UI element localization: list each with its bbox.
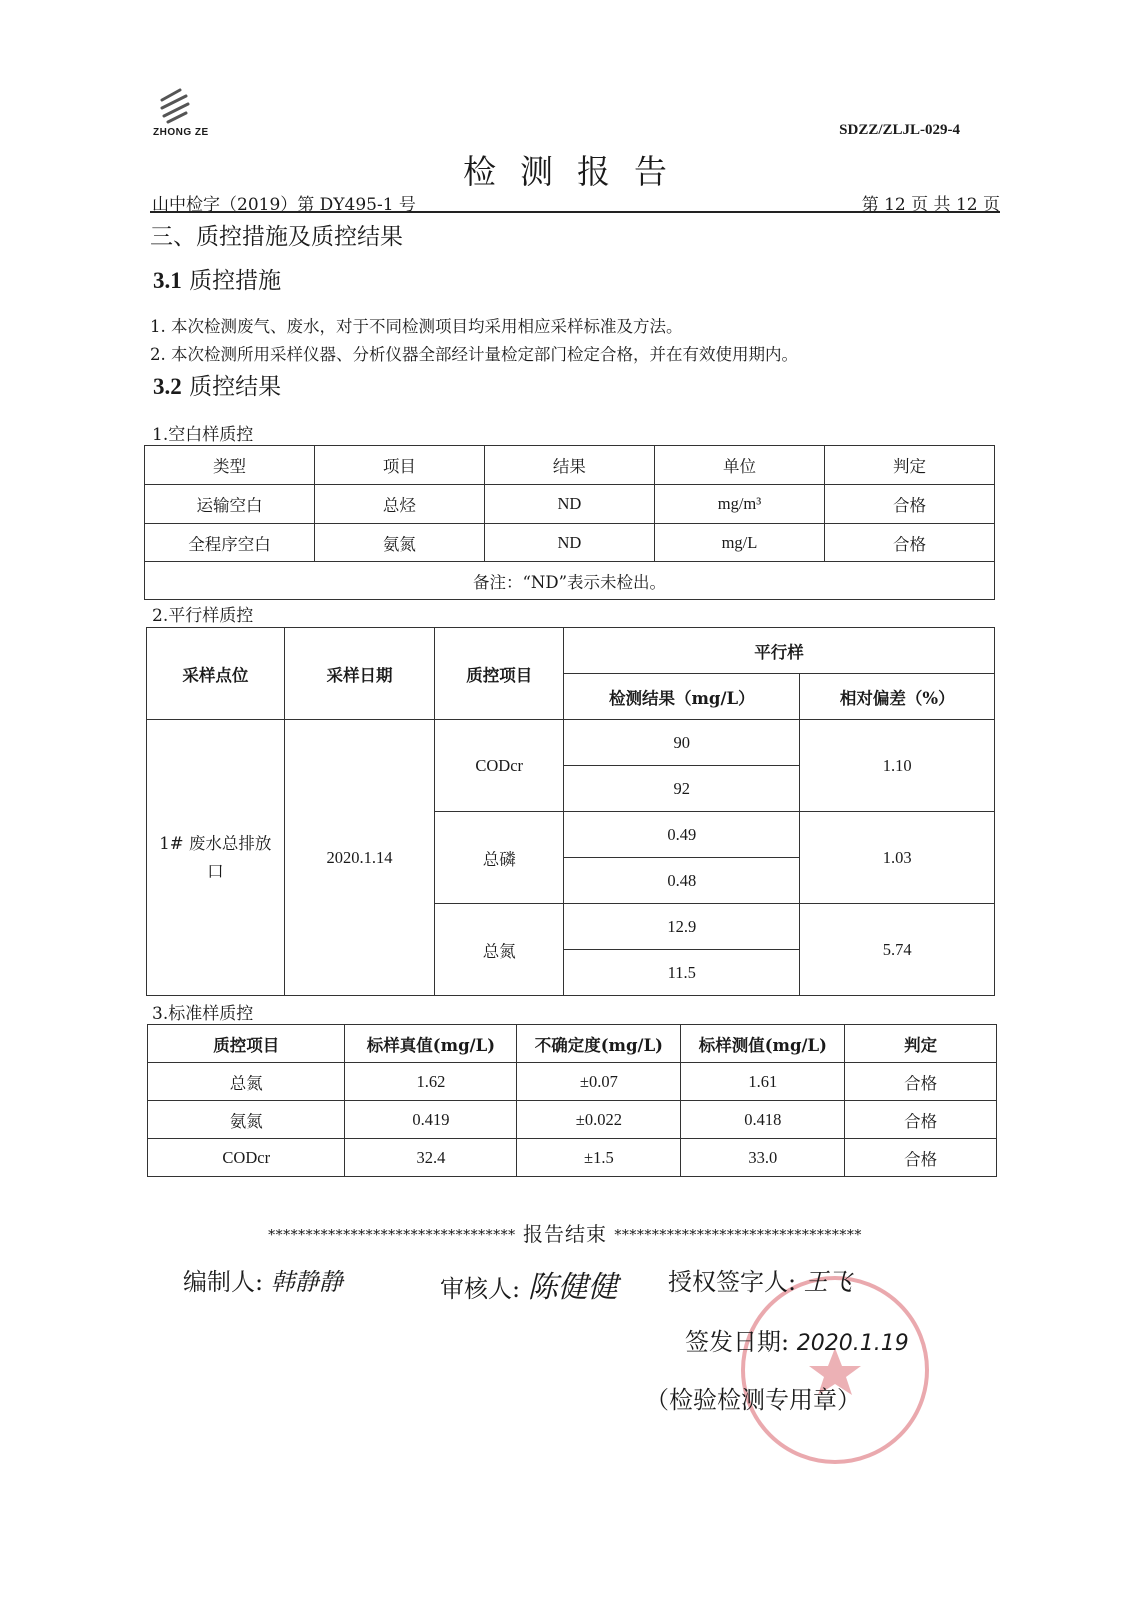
table-row: [145, 485, 995, 524]
qc-item: 总氮: [435, 904, 564, 996]
table-header: 质控项目: [148, 1025, 345, 1063]
qc-item: 总磷: [435, 812, 564, 904]
table-header: 标样测值(mg/L): [681, 1025, 845, 1063]
parallel-qc-table: [146, 627, 995, 996]
table-header: 检测结果（mg/L）: [564, 674, 800, 720]
end-stars-right: *********************************: [614, 1227, 862, 1244]
table-cell: 0.49: [564, 812, 800, 858]
table-note: 备注：“ND”表示未检出。: [145, 562, 995, 600]
table-cell: 合格: [845, 1101, 997, 1139]
table-header: 结果: [484, 446, 654, 485]
signer-label: 授权签字人:: [668, 1268, 797, 1296]
table-cell: 运输空白: [145, 485, 315, 524]
subsection-title: 质控措施: [189, 268, 282, 294]
table-row: [148, 1063, 997, 1101]
table-header: 类型: [145, 446, 315, 485]
issue-date-field: [685, 1322, 909, 1357]
table-cell: 90: [564, 720, 800, 766]
table-row: [145, 524, 995, 562]
seal-caption: （检验检测专用章）: [645, 1386, 861, 1414]
table-cell: 12.9: [564, 904, 800, 950]
measure-item-2: 2. 本次检测所用采样仪器、分析仪器全部经计量检定部门检定合格，并在有效使用期内。: [150, 345, 798, 364]
subsection-title: 质控结果: [189, 374, 282, 400]
sampling-date: 2020.1.14: [284, 720, 435, 996]
end-stars-left: *********************************: [268, 1227, 516, 1244]
table-header: 判定: [825, 446, 995, 485]
sampling-point: 1# 废水总排放口: [147, 720, 285, 996]
table-header: 相对偏差（%）: [800, 674, 995, 720]
report-end-text: 报告结束: [523, 1222, 607, 1246]
table-cell: 0.48: [564, 858, 800, 904]
report-title: 检测报告: [463, 152, 691, 191]
standard-qc-table: [147, 1024, 997, 1177]
table-header: 采样日期: [284, 628, 435, 720]
table-cell: 总烃: [314, 485, 484, 524]
issue-date: 2020.1.19: [796, 1331, 909, 1356]
table-cell: mg/m³: [654, 485, 824, 524]
table-cell: ND: [484, 485, 654, 524]
table-cell: 0.418: [681, 1101, 845, 1139]
compiler-field: [183, 1262, 343, 1297]
official-seal-icon: [735, 1270, 935, 1470]
signer-field: [668, 1262, 852, 1297]
logo-text: ZHONG ZE: [153, 127, 209, 138]
subsection-heading-3-2: [153, 368, 281, 401]
header-rule: [150, 211, 1000, 213]
compiler-label: 编制人:: [183, 1268, 264, 1296]
table-cell: 合格: [825, 485, 995, 524]
blank-qc-caption: 1.空白样质控: [152, 425, 254, 445]
table-row: [148, 1101, 997, 1139]
table-cell: 32.4: [345, 1139, 517, 1177]
document-code: SDZZ/ZLJL-029-4: [839, 122, 960, 138]
table-cell: ±0.07: [517, 1063, 681, 1101]
table-cell: 合格: [825, 524, 995, 562]
table-cell: 合格: [845, 1063, 997, 1101]
table-header: 平行样: [564, 628, 995, 674]
subsection-number: 3.2: [153, 374, 182, 399]
report-number: 山中检字（2019）第 DY495-1 号: [152, 195, 416, 215]
table-header: 项目: [314, 446, 484, 485]
relative-deviation: 5.74: [800, 904, 995, 996]
table-header: 单位: [654, 446, 824, 485]
table-cell: 33.0: [681, 1139, 845, 1177]
qc-item: CODcr: [435, 720, 564, 812]
table-header: 标样真值(mg/L): [345, 1025, 517, 1063]
table-cell: CODcr: [148, 1139, 345, 1177]
table-cell: 氨氮: [148, 1101, 345, 1139]
section-heading: 三、质控措施及质控结果: [150, 224, 403, 250]
reviewer-label: 审核人:: [440, 1275, 521, 1303]
relative-deviation: 1.10: [800, 720, 995, 812]
table-cell: 1.62: [345, 1063, 517, 1101]
relative-deviation: 1.03: [800, 812, 995, 904]
compiler-signature: 韩静静: [270, 1268, 343, 1296]
reviewer-field: [440, 1262, 618, 1306]
table-cell: 氨氮: [314, 524, 484, 562]
table-header: 采样点位: [147, 628, 285, 720]
table-cell: 0.419: [345, 1101, 517, 1139]
table-header: 不确定度(mg/L): [517, 1025, 681, 1063]
table-row: [148, 1139, 997, 1177]
parallel-qc-caption: 2.平行样质控: [152, 606, 254, 626]
table-header: 判定: [845, 1025, 997, 1063]
table-cell: 总氮: [148, 1063, 345, 1101]
page-info: 第 12 页 共 12 页: [861, 195, 1000, 215]
table-header: 质控项目: [435, 628, 564, 720]
subsection-number: 3.1: [153, 268, 182, 293]
table-row: [147, 720, 995, 766]
reviewer-signature: 陈健健: [527, 1270, 618, 1305]
table-cell: ±0.022: [517, 1101, 681, 1139]
issue-date-label: 签发日期:: [685, 1328, 790, 1356]
table-cell: mg/L: [654, 524, 824, 562]
table-cell: ND: [484, 524, 654, 562]
table-cell: 11.5: [564, 950, 800, 996]
blank-qc-table: [144, 445, 995, 600]
subsection-heading-3-1: [153, 262, 281, 295]
table-cell: ±1.5: [517, 1139, 681, 1177]
report-end-line: [0, 1218, 1130, 1247]
measure-item-1: 1. 本次检测废气、废水，对于不同检测项目均采用相应采样标准及方法。: [150, 317, 683, 336]
signer-signature: 王飞: [803, 1268, 852, 1296]
table-cell: 全程序空白: [145, 524, 315, 562]
table-cell: 1.61: [681, 1063, 845, 1101]
table-cell: 92: [564, 766, 800, 812]
table-cell: 合格: [845, 1139, 997, 1177]
standard-qc-caption: 3.标准样质控: [152, 1004, 254, 1024]
